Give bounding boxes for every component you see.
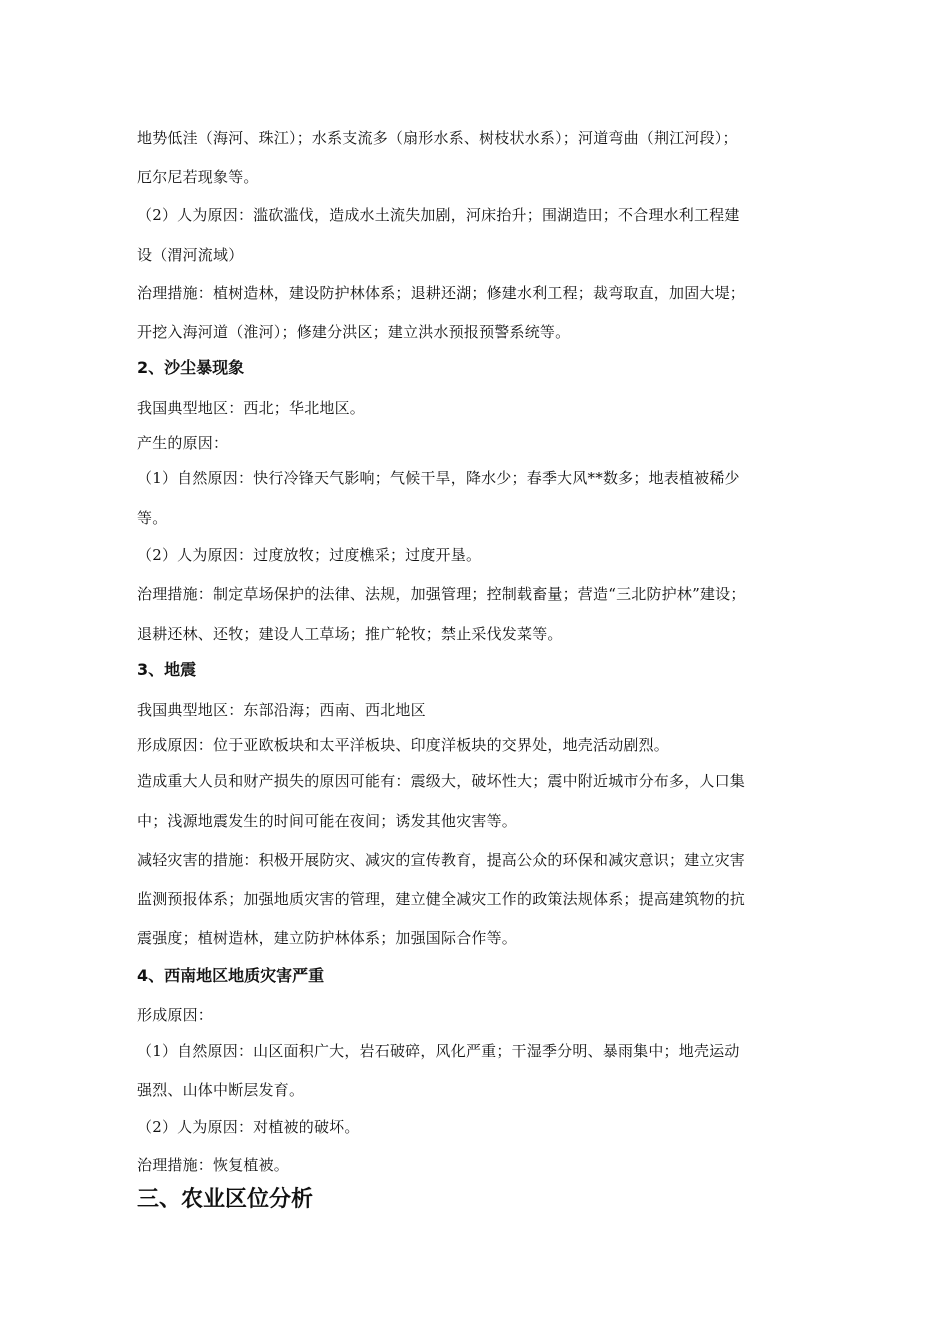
paragraph-line: （2）人为原因：滥砍滥伐，造成水土流失加剧，河床抬升；围湖造田；不合理水利工程建	[137, 206, 740, 224]
paragraph-line: 设（渭河流域）	[137, 246, 244, 264]
paragraph-line: 治理措施：制定草场保护的法律、法规，加强管理；控制载畜量；营造“三北防护林”建设；	[137, 585, 746, 603]
paragraph-line: （2）人为原因：过度放牧；过度樵采；过度开垦。	[137, 546, 482, 564]
paragraph-line: 我国典型地区：西北；华北地区。	[137, 399, 366, 417]
paragraph-line: 开挖入海河道（淮河）；修建分洪区；建立洪水预报预警系统等。	[137, 323, 571, 341]
paragraph-line: （2）人为原因：对植被的破坏。	[137, 1118, 360, 1136]
paragraph-line: 强烈、山体中断层发育。	[137, 1081, 305, 1099]
section-title: 三、农业区位分析	[137, 1187, 314, 1212]
paragraph-line: （1）自然原因：快行冷锋天气影响；气候干旱，降水少；春季大风**数多；地表植被稀少	[137, 469, 740, 487]
paragraph-line: 震强度；植树造林，建立防护林体系；加强国际合作等。	[137, 929, 518, 947]
paragraph-line: 治理措施：恢复植被。	[137, 1156, 290, 1174]
paragraph-line: 退耕还林、还牧；建设人工草场；推广轮牧；禁止采伐发菜等。	[137, 625, 563, 643]
paragraph-line: 厄尔尼若现象等。	[137, 168, 259, 186]
paragraph-line: 地势低洼（海河、珠江）；水系支流多（扇形水系、树枝状水系）；河道弯曲（荆江河段）；	[137, 129, 738, 147]
paragraph-line: 形成原因：	[137, 1006, 214, 1024]
paragraph-line: 减轻灾害的措施：积极开展防灾、减灾的宣传教育，提高公众的环保和减灾意识；建立灾害	[137, 851, 746, 869]
paragraph-line: 中；浅源地震发生的时间可能在夜间；诱发其他灾害等。	[137, 812, 518, 830]
paragraph-line: 我国典型地区：东部沿海；西南、西北地区	[137, 701, 426, 719]
heading-sandstorm: 2、沙尘暴现象	[137, 358, 245, 377]
paragraph-line: 治理措施：植树造林，建设防护林体系；退耕还湖；修建水利工程；裁弯取直，加固大堤；	[137, 284, 746, 302]
paragraph-line: 等。	[137, 509, 168, 527]
heading-southwest-geohazards: 4、西南地区地质灾害严重	[137, 966, 325, 985]
paragraph-line: （1）自然原因：山区面积广大，岩石破碎，风化严重；干湿季分明、暴雨集中；地壳运动	[137, 1042, 740, 1060]
paragraph-line: 形成原因：位于亚欧板块和太平洋板块、印度洋板块的交界处，地壳活动剧烈。	[137, 736, 670, 754]
paragraph-line: 造成重大人员和财产损失的原因可能有：震级大，破坏性大；震中附近城市分布多，人口集	[137, 772, 746, 790]
paragraph-line: 监测预报体系；加强地质灾害的管理，建立健全减灾工作的政策法规体系；提高建筑物的抗	[137, 890, 746, 908]
paragraph-line: 产生的原因：	[137, 434, 229, 452]
heading-earthquake: 3、地震	[137, 660, 197, 679]
